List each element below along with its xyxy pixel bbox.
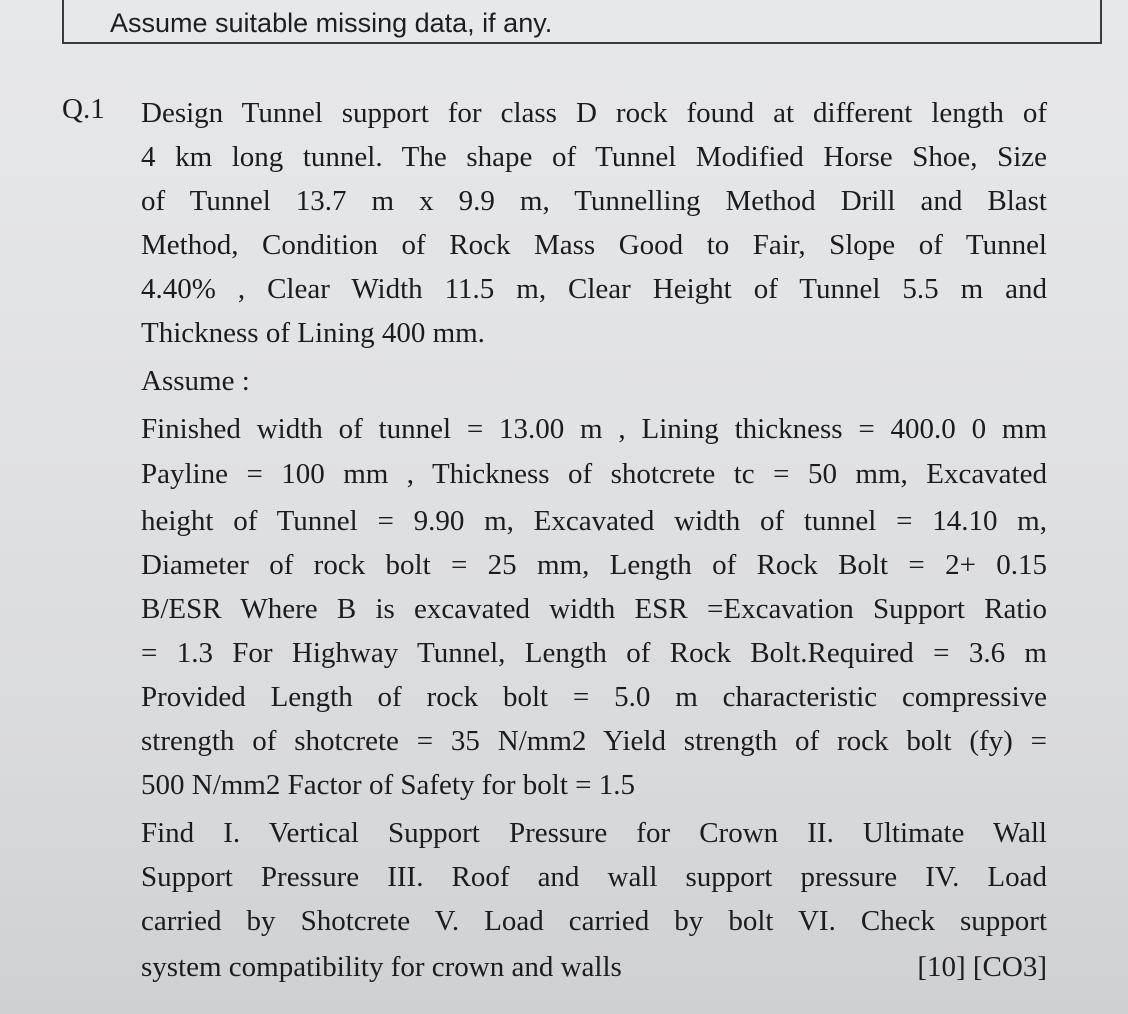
assumption-line: = 1.3 For Highway Tunnel, Length of Rock Bolt.Required = 3.6 m [141, 637, 1047, 669]
assumption-line: Finished width of tunnel = 13.00 m , Lining thickness = 400.0 0 mm [141, 413, 1047, 445]
marks-label: [10] [CO3] [917, 951, 1047, 983]
statement-line: Thickness of Lining 400 mm. [141, 317, 485, 349]
assumption-line: 500 N/mm2 Factor of Safety for bolt = 1.5 [141, 769, 635, 801]
find-line: Support Pressure III. Roof and wall support pressure IV. Load [141, 861, 1047, 893]
statement-line: of Tunnel 13.7 m x 9.9 m, Tunnelling Method Drill and Blast [141, 185, 1047, 217]
find-line-final [141, 950, 1047, 984]
statement-line: Design Tunnel support for class D rock found at different length of [141, 97, 1047, 129]
question-number: Q.1 [62, 93, 105, 125]
instruction-text: Assume suitable missing data, if any. [110, 8, 553, 38]
assumption-line: Provided Length of rock bolt = 5.0 m characteristic compressive [141, 681, 1047, 713]
assume-label: Assume : [141, 365, 250, 397]
assumption-line: strength of shotcrete = 35 N/mm2 Yield strength of rock bolt (fy) = [141, 725, 1047, 757]
find-line: carried by Shotcrete V. Load carried by bolt VI. Check support [141, 905, 1047, 937]
assumption-line: height of Tunnel = 9.90 m, Excavated width of tunnel = 14.10 m, [141, 505, 1047, 537]
assumption-line: Payline = 100 mm , Thickness of shotcrete tc = 50 mm, Excavated [141, 458, 1047, 490]
assumption-line: B/ESR Where B is excavated width ESR =Excavation Support Ratio [141, 593, 1047, 625]
statement-line: 4.40% , Clear Width 11.5 m, Clear Height of Tunnel 5.5 m and [141, 273, 1047, 305]
statement-line: 4 km long tunnel. The shape of Tunnel Modified Horse Shoe, Size [141, 141, 1047, 173]
find-line: Find I. Vertical Support Pressure for Crown II. Ultimate Wall [141, 817, 1047, 849]
find-line: system compatibility for crown and walls [141, 951, 622, 983]
statement-line: Method, Condition of Rock Mass Good to Fair, Slope of Tunnel [141, 229, 1047, 261]
assumption-line: Diameter of rock bolt = 25 mm, Length of Rock Bolt = 2+ 0.15 [141, 549, 1047, 581]
